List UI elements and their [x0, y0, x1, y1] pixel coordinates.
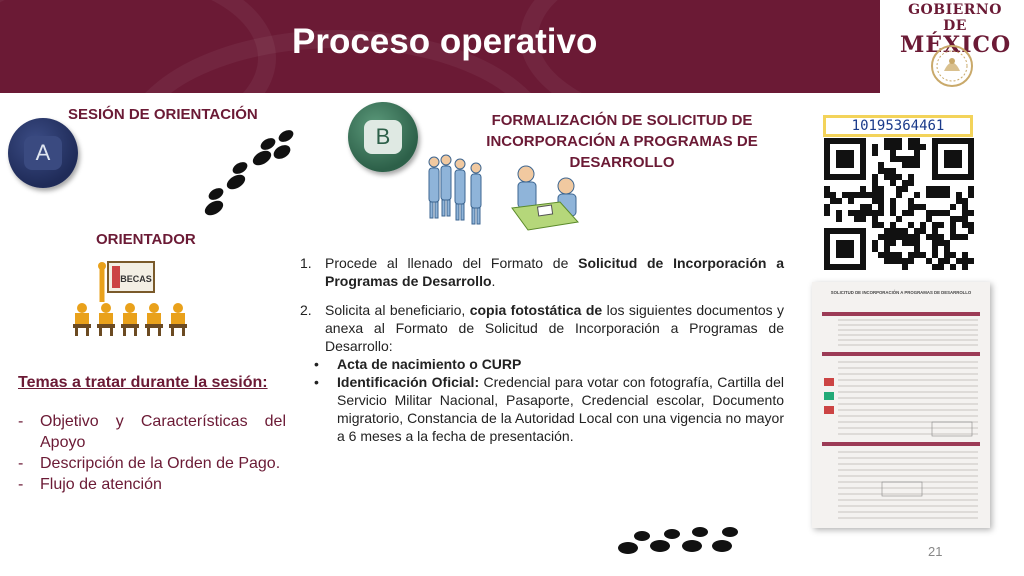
becas-sign: BECAS — [120, 274, 152, 284]
footprints-bottom-icon — [614, 520, 740, 560]
section-a-heading: SESIÓN DE ORIENTACIÓN — [68, 106, 258, 123]
gov-line2: MÉXICO — [900, 32, 1012, 58]
topics-block — [18, 374, 286, 495]
step-1: 1. Procede al llenado del Formato de Solicitud de Incorporación a Programas de Desarrollo. — [300, 255, 784, 289]
qr-code-icon — [824, 138, 974, 270]
orientador-label: ORIENTADOR — [96, 231, 196, 248]
section-b-letter: B — [364, 120, 402, 154]
office-people-illustration — [420, 152, 582, 242]
steps-list — [300, 254, 784, 445]
topic-item: - Flujo de atención — [18, 476, 162, 493]
form-title: SOLICITUD DE INCORPORACIÓN A PROGRAMAS DE DESARROLLO — [830, 290, 972, 295]
section-b-heading: FORMALIZACIÓN DE SOLICITUD DE INCORPORACIÓN A PROGRAMAS DE DESARROLLO — [486, 112, 758, 171]
document-bullet: • Acta de nacimiento o CURP — [314, 356, 522, 372]
topic-item: - Objetivo y Características del Apoyo — [18, 413, 286, 451]
footprints-icon — [196, 122, 300, 222]
form-preview-image — [812, 282, 990, 528]
gov-line1: GOBIERNO DE — [908, 2, 1002, 34]
national-seal-icon — [930, 44, 974, 88]
classroom-illustration — [60, 258, 190, 338]
document-bullet: • Identificación Oficial: Credencial para votar con fotografía, Cartilla del Servicio Militar Nacional, Pasaporte, Credencial escolar, Documento migratorio, Constancia de la Autoridad Local con una vigencia no mayor a 6 meses a la fecha de presentación. — [314, 374, 784, 444]
step-2: 2. Solicita al beneficiario, copia fotostática de los siguientes documentos y anexa al Formato de Solicitud de Incorporación a Programas de Desarrollo: — [300, 302, 785, 354]
page-title: Proceso operativo — [292, 22, 598, 61]
section-a-letter: A — [24, 136, 62, 170]
qr-code-number: 10195364461 — [823, 115, 973, 137]
section-b-badge — [348, 102, 418, 172]
page-number: 21 — [928, 544, 943, 559]
section-a-badge — [8, 118, 78, 188]
topic-item: - Descripción de la Orden de Pago. — [18, 455, 281, 472]
topics-title: Temas a tratar durante la sesión: — [18, 374, 268, 391]
